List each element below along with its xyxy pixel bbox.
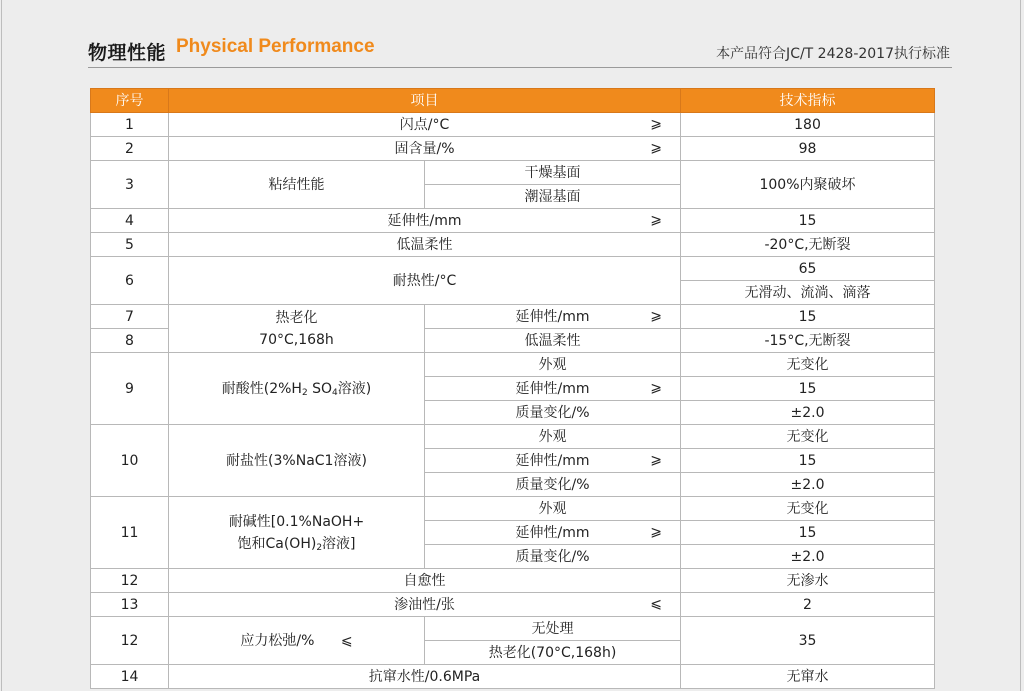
item-cell xyxy=(169,137,681,161)
table-row xyxy=(91,161,935,185)
item-label: 自愈性 xyxy=(169,569,681,593)
item-label-part: 耐酸性(2%H xyxy=(221,380,302,397)
table-row xyxy=(91,593,935,617)
item-label-part: 饱和Ca(OH) xyxy=(237,535,317,552)
row-number: 11 xyxy=(91,497,169,569)
item-cell xyxy=(169,593,681,617)
table-row xyxy=(91,305,935,329)
row-number: 13 xyxy=(91,593,169,617)
subscript: 2 xyxy=(316,542,323,553)
spec-value: 无窜水 xyxy=(681,665,935,689)
item-label-part: SO xyxy=(307,380,333,397)
spec-value: 98 xyxy=(681,137,935,161)
title-chinese: 物理性能 xyxy=(88,42,167,64)
item-label-part: 溶液] xyxy=(322,535,356,552)
row-number: 8 xyxy=(91,329,169,353)
subscript: 4 xyxy=(332,387,338,398)
table-row xyxy=(91,569,935,593)
item-label: 固含量/% xyxy=(394,140,455,157)
item-label-line1: 热老化 xyxy=(275,309,318,326)
item-label xyxy=(169,497,425,569)
spec-table xyxy=(90,88,935,689)
col-header-no: 序号 xyxy=(91,89,169,113)
spec-value: 无渗水 xyxy=(681,569,935,593)
spec-value: -20°C,无断裂 xyxy=(681,233,935,257)
row-number: 12 xyxy=(91,617,169,665)
row-number: 6 xyxy=(91,257,169,305)
sub-item: 质量变化/% xyxy=(425,473,681,497)
item-label xyxy=(169,305,425,353)
le-symbol: ⩽ xyxy=(650,596,662,612)
row-number: 3 xyxy=(91,161,169,209)
spec-value: 65 xyxy=(681,257,935,281)
row-number: 5 xyxy=(91,233,169,257)
table-header-row xyxy=(91,89,935,113)
ge-symbol: ⩾ xyxy=(650,212,662,228)
sub-item: 热老化(70°C,168h) xyxy=(425,641,681,665)
item-cell xyxy=(169,113,681,137)
table-row xyxy=(91,353,935,377)
ge-symbol: ⩾ xyxy=(650,308,662,324)
table-row xyxy=(91,617,935,641)
item-label xyxy=(169,353,425,425)
item-label: 耐热性/°C xyxy=(169,257,681,305)
ge-symbol: ⩾ xyxy=(650,140,662,156)
spec-value: 180 xyxy=(681,113,935,137)
item-cell xyxy=(169,209,681,233)
sub-item: 延伸性/mm xyxy=(515,452,590,469)
spec-value: ±2.0 xyxy=(681,473,935,497)
sub-item: 低温柔性 xyxy=(425,329,681,353)
col-header-spec: 技术指标 xyxy=(681,89,935,113)
item-label-line2 xyxy=(169,533,424,555)
table-row xyxy=(91,665,935,689)
spec-value: 15 xyxy=(681,449,935,473)
header-divider xyxy=(88,67,952,68)
row-number: 2 xyxy=(91,137,169,161)
sub-item: 质量变化/% xyxy=(425,545,681,569)
row-number: 9 xyxy=(91,353,169,425)
item-label-text: 应力松弛/% xyxy=(240,632,315,649)
standard-note: 本产品符合JC/T 2428-2017执行标准 xyxy=(716,46,950,62)
sub-item-cell xyxy=(425,449,681,473)
spec-value: 15 xyxy=(681,305,935,329)
item-label: 延伸性/mm xyxy=(387,212,462,229)
sub-item: 延伸性/mm xyxy=(515,524,590,541)
ge-symbol: ⩾ xyxy=(650,116,662,132)
spec-value: 100%内聚破坏 xyxy=(681,161,935,209)
item-label: 低温柔性 xyxy=(169,233,681,257)
table-row xyxy=(91,209,935,233)
ge-symbol: ⩾ xyxy=(650,452,662,468)
row-number: 1 xyxy=(91,113,169,137)
col-header-item: 项目 xyxy=(169,89,681,113)
spec-value: 无滑动、流淌、滴落 xyxy=(681,281,935,305)
sub-item: 干燥基面 xyxy=(425,161,681,185)
item-label-part: 溶液) xyxy=(337,380,372,397)
le-symbol: ⩽ xyxy=(340,632,353,649)
table-row xyxy=(91,137,935,161)
sub-item: 质量变化/% xyxy=(425,401,681,425)
sub-item: 外观 xyxy=(425,425,681,449)
spec-value: 35 xyxy=(681,617,935,665)
sub-item: 外观 xyxy=(425,497,681,521)
spec-value: 2 xyxy=(681,593,935,617)
sub-item: 延伸性/mm xyxy=(515,308,590,325)
spec-value: 无变化 xyxy=(681,497,935,521)
section-header xyxy=(88,36,952,66)
sub-item-cell xyxy=(425,377,681,401)
sub-item: 外观 xyxy=(425,353,681,377)
table-row xyxy=(91,425,935,449)
ge-symbol: ⩾ xyxy=(650,524,662,540)
spec-value: 无变化 xyxy=(681,425,935,449)
table-row xyxy=(91,497,935,521)
item-label: 渗油性/张 xyxy=(394,596,455,613)
ge-symbol: ⩾ xyxy=(650,380,662,396)
subscript: 2 xyxy=(301,387,308,398)
spec-value: ±2.0 xyxy=(681,545,935,569)
sub-item-cell xyxy=(425,305,681,329)
row-number: 7 xyxy=(91,305,169,329)
sub-item: 延伸性/mm xyxy=(515,380,590,397)
spec-value: 无变化 xyxy=(681,353,935,377)
sub-item-cell xyxy=(425,521,681,545)
spec-value: ±2.0 xyxy=(681,401,935,425)
row-number: 12 xyxy=(91,569,169,593)
table-row xyxy=(91,233,935,257)
spec-value: 15 xyxy=(681,377,935,401)
sub-item: 无处理 xyxy=(425,617,681,641)
title-english: Physical Performance xyxy=(176,36,375,57)
item-label: 抗窜水性/0.6MPa xyxy=(169,665,681,689)
spec-value: 15 xyxy=(681,209,935,233)
table-row xyxy=(91,257,935,281)
row-number: 10 xyxy=(91,425,169,497)
item-label: 闪点/°C xyxy=(399,116,450,133)
table-row xyxy=(91,113,935,137)
sub-item: 潮湿基面 xyxy=(425,185,681,209)
row-number: 14 xyxy=(91,665,169,689)
spec-value: -15°C,无断裂 xyxy=(681,329,935,353)
spec-value: 15 xyxy=(681,521,935,545)
item-label: 粘结性能 xyxy=(169,161,425,209)
item-label-line1: 耐碱性[0.1%NaOH+ xyxy=(228,513,365,530)
item-label xyxy=(169,617,425,665)
item-label: 耐盐性(3%NaC1溶液) xyxy=(169,425,425,497)
item-label-line2: 70°C,168h xyxy=(259,331,334,348)
row-number: 4 xyxy=(91,209,169,233)
